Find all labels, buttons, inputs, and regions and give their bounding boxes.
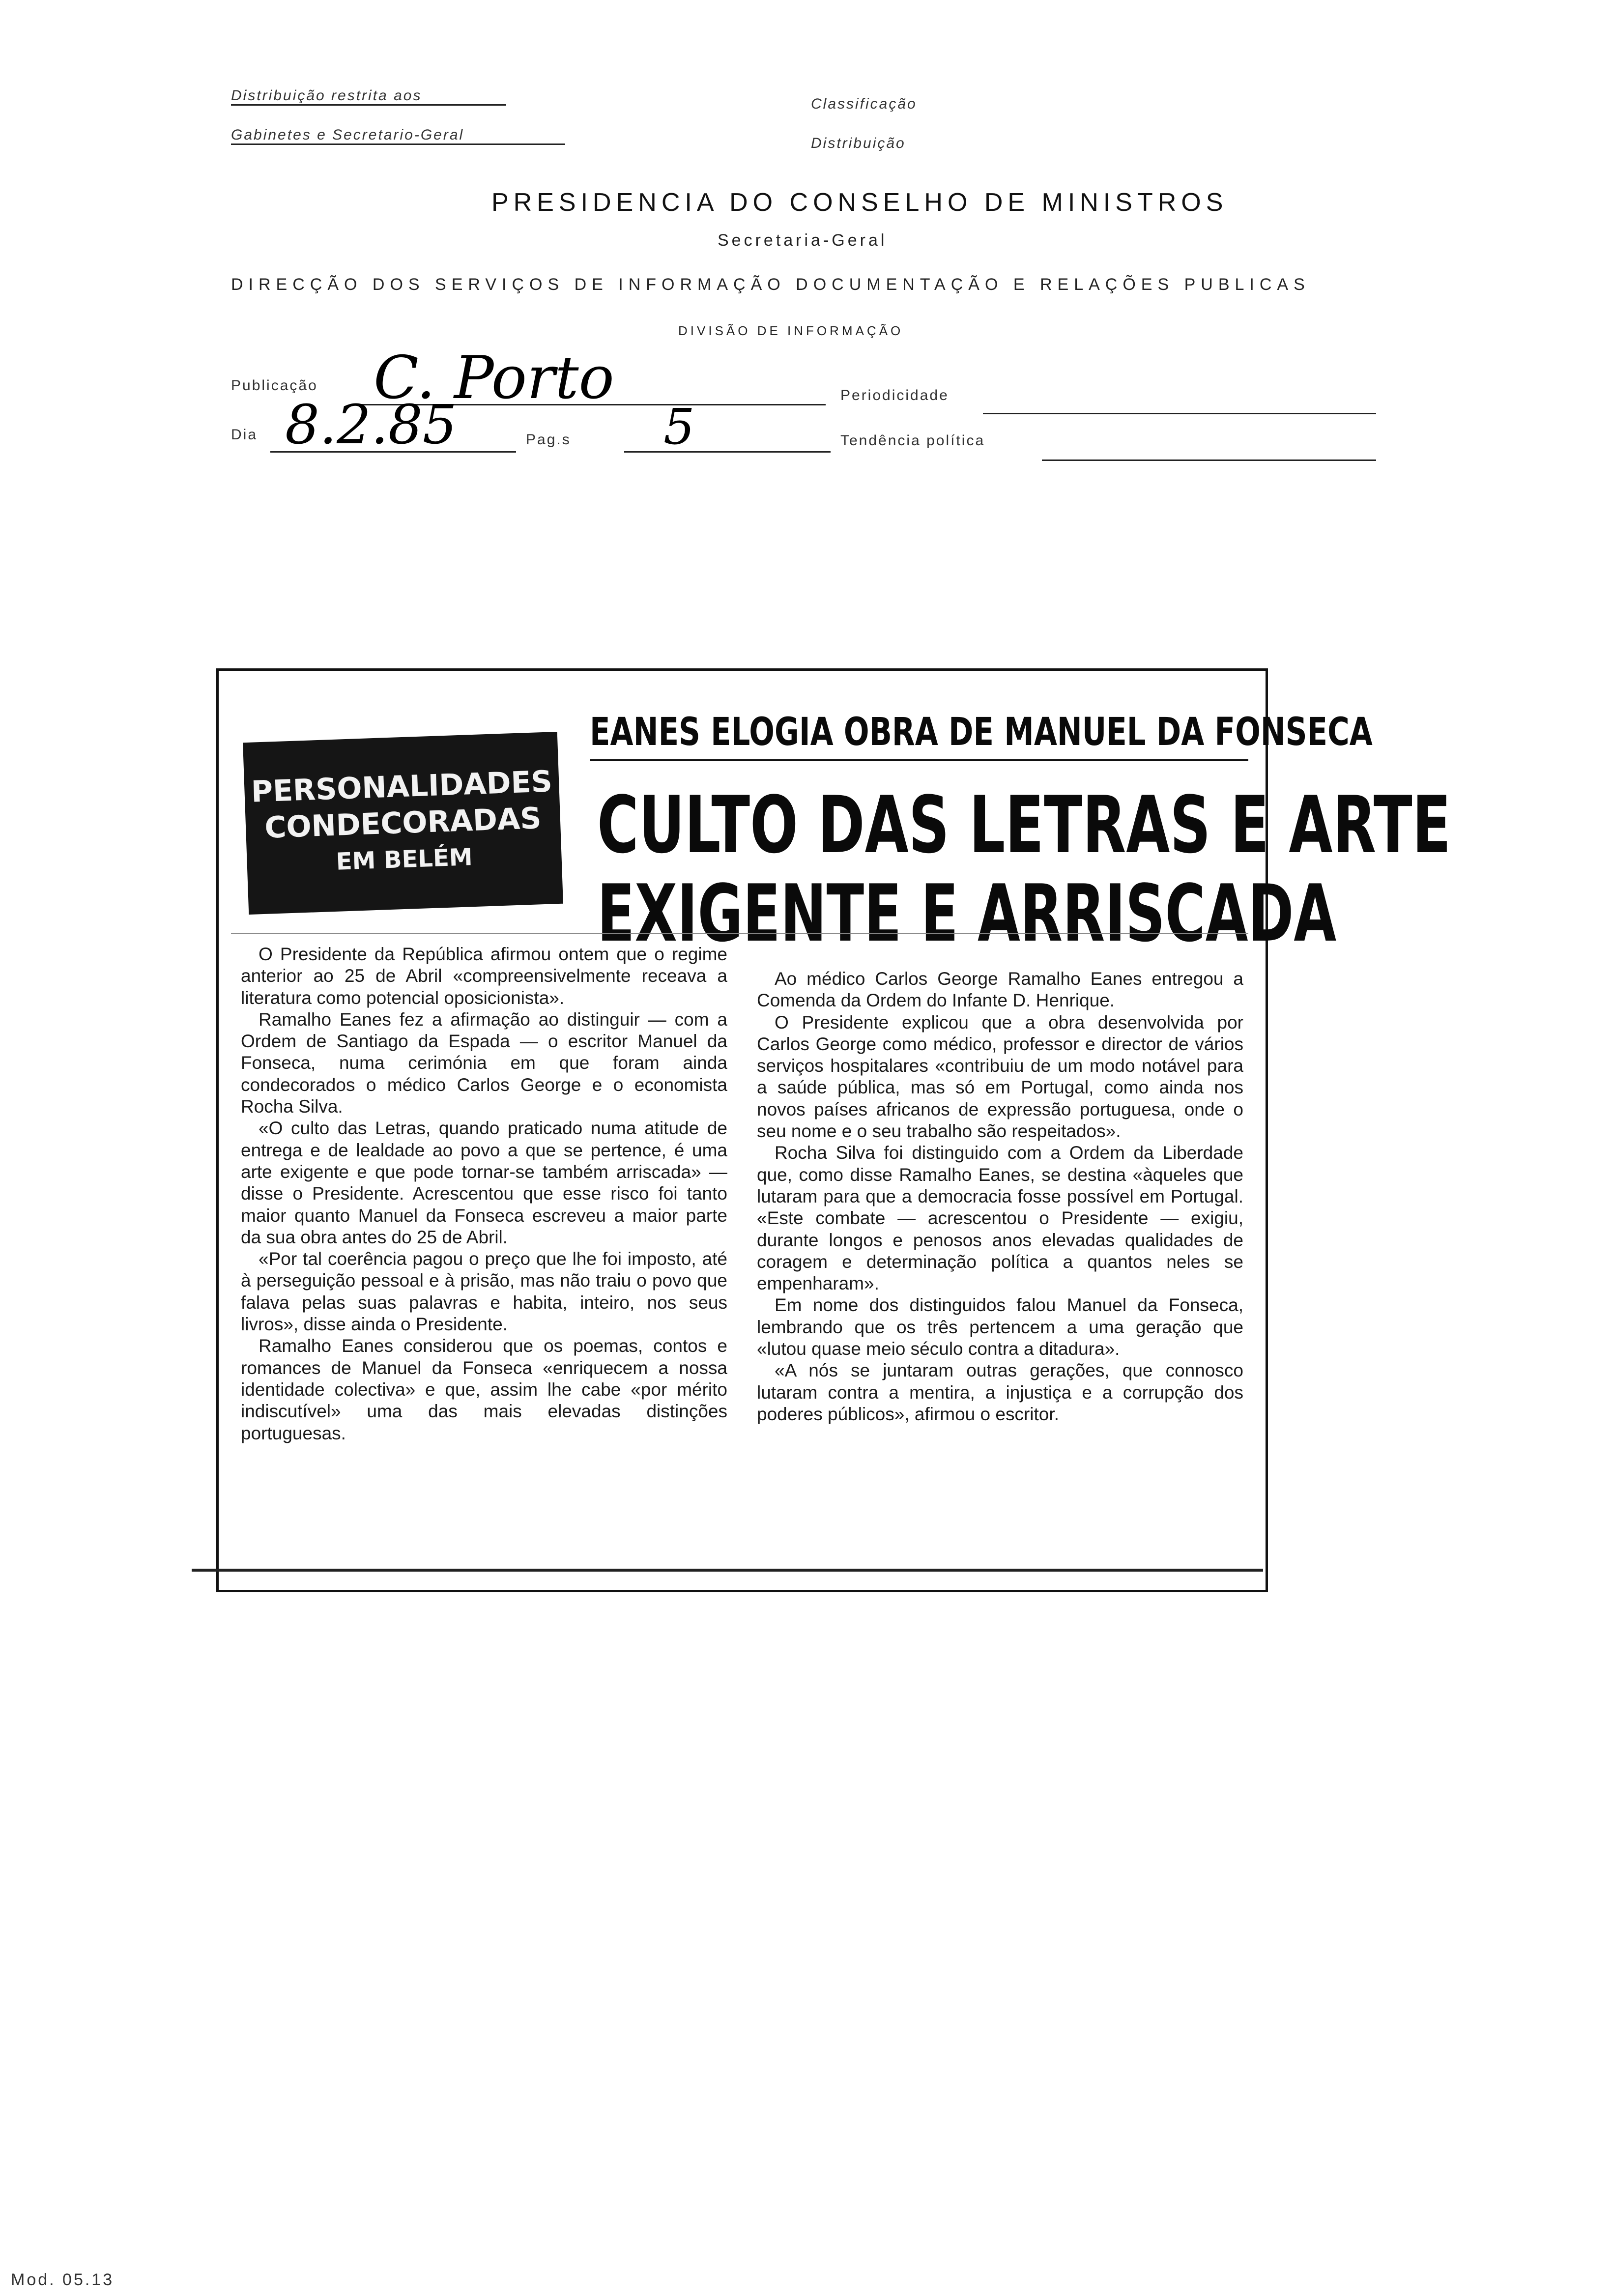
- col1-paragraph: Ramalho Eanes fez a afirmação ao distinguir — com a Ordem de Santiago da Espada — o escritor Manuel da Fonseca, numa cerimónia em que foram ainda condecorados o médico Carlos George e o economista Rocha Silva.: [241, 1009, 727, 1117]
- dia-value: 8.2.85: [285, 393, 457, 456]
- distribution-restricted-line: [231, 87, 506, 106]
- dia-line: [270, 451, 516, 453]
- article-headline-line1: CULTO DAS LETRAS E ARTE: [597, 779, 1451, 871]
- distribution-label: Distribuição: [811, 135, 906, 151]
- pagina-value: 5: [663, 398, 695, 456]
- cabinets-line: [231, 127, 565, 145]
- section-badge: [243, 732, 563, 915]
- article-column-1: [241, 944, 727, 1444]
- clipping-bottom-edge: [192, 1569, 1263, 1572]
- dia-label: Dia: [231, 427, 258, 443]
- col2-paragraph: «A nós se juntaram outras gerações, que connosco lutaram contra a mentira, a injustiça e a corrupção dos poderes públicos», afirmou o escritor.: [757, 1360, 1243, 1424]
- tendencia-line: [1042, 459, 1376, 461]
- publicacao-value: C. Porto: [374, 344, 614, 412]
- division-label: DIVISÃO DE INFORMAÇÃO: [678, 323, 904, 338]
- col2-paragraph: Rocha Silva foi distinguido com a Ordem da Liberdade que, como disse Ramalho Eanes, se destina «àqueles que lutaram para que a democracia fosse possível em Portugal. «Este combate — acrescentou o Presidente — exigiu, durante longos e penosos anos elevadas qualidades de coragem e determinação política a quantos neles se empenharam».: [757, 1143, 1243, 1294]
- col2-paragraph: Ao médico Carlos George Ramalho Eanes entregou a Comenda da Ordem do Infante D. Henrique.: [757, 969, 1243, 1011]
- article-headline-line2: EXIGENTE E ARRISCADA: [597, 867, 1337, 959]
- classification-label: Classificação: [811, 96, 917, 112]
- headline-rule: [231, 933, 1248, 934]
- col2-paragraph: Em nome dos distinguidos falou Manuel da Fonseca, lembrando que os três pertencem a uma geração que «lutou quase meio século contra a ditadura».: [757, 1295, 1243, 1359]
- col1-paragraph: Ramalho Eanes considerou que os poemas, contos e romances de Manuel da Fonseca «enriquecem a nossa identidade colectiva» e que, assim lhe cabe «por mérito indiscutível» uma das mais elevadas distinções portuguesas.: [241, 1336, 727, 1443]
- distribution-restricted-text: Distribuição restrita aos: [231, 87, 422, 104]
- pagina-line: [624, 451, 831, 453]
- badge-line-2: CONDECORADAS: [264, 801, 542, 845]
- institution-title: PRESIDENCIA DO CONSELHO DE MINISTROS: [491, 188, 1228, 217]
- col1-paragraph: «O culto das Letras, quando praticado numa atitude de entrega e de lealdade ao povo a que se pertence, é uma arte exigente e que pode tornar-se também arriscada» — disse o Presidente. Acrescentou que esse risco foi tanto maior quanto Manuel da Fonseca escreveu a maior parte da sua obra antes do 25 de Abril.: [241, 1118, 727, 1247]
- pagina-label: Pag.s: [526, 431, 571, 448]
- article-column-2: [757, 968, 1243, 1425]
- periodicidade-label: Periodicidade: [840, 387, 949, 403]
- kicker-rule: [590, 759, 1248, 761]
- secretariat-label: Secretaria-Geral: [718, 231, 888, 250]
- tendencia-label: Tendência política: [840, 432, 985, 449]
- form-code: Mod. 05.13: [11, 2270, 115, 2289]
- cabinets-text: Gabinetes e Secretario-Geral: [231, 127, 464, 143]
- article-kicker: EANES ELOGIA OBRA DE MANUEL DA FONSECA: [590, 710, 1373, 754]
- col1-paragraph: «Por tal coerência pagou o preço que lhe foi imposto, até à perseguição pessoal e à prisão, mas não traiu o povo que falava pelas suas palavras e habita, inteiro, nos seus livros», disse ainda o Presidente.: [241, 1249, 727, 1335]
- badge-line-1: PERSONALIDADES: [250, 764, 553, 809]
- periodicidade-line: [983, 413, 1376, 414]
- directorate-label: DIRECÇÃO DOS SERVIÇOS DE INFORMAÇÃO DOCUMENTAÇÃO E RELAÇÕES PUBLICAS: [231, 275, 1310, 294]
- col2-paragraph: O Presidente explicou que a obra desenvolvida por Carlos George como médico, professor e director de vários serviços hospitalares «contribuiu de um modo notável para a saúde pública, mas só em Portugal, como ainda nos novos países africanos de expressão portuguesa, onde o seu nome e o seu trabalho são respeitados».: [757, 1012, 1243, 1142]
- badge-line-3: EM BELÉM: [335, 843, 473, 876]
- col1-paragraph: O Presidente da República afirmou ontem que o regime anterior ao 25 de Abril «compreensivelmente receava a literatura como potencial oposicionista».: [241, 944, 727, 1008]
- publicacao-label: Publicação: [231, 377, 318, 394]
